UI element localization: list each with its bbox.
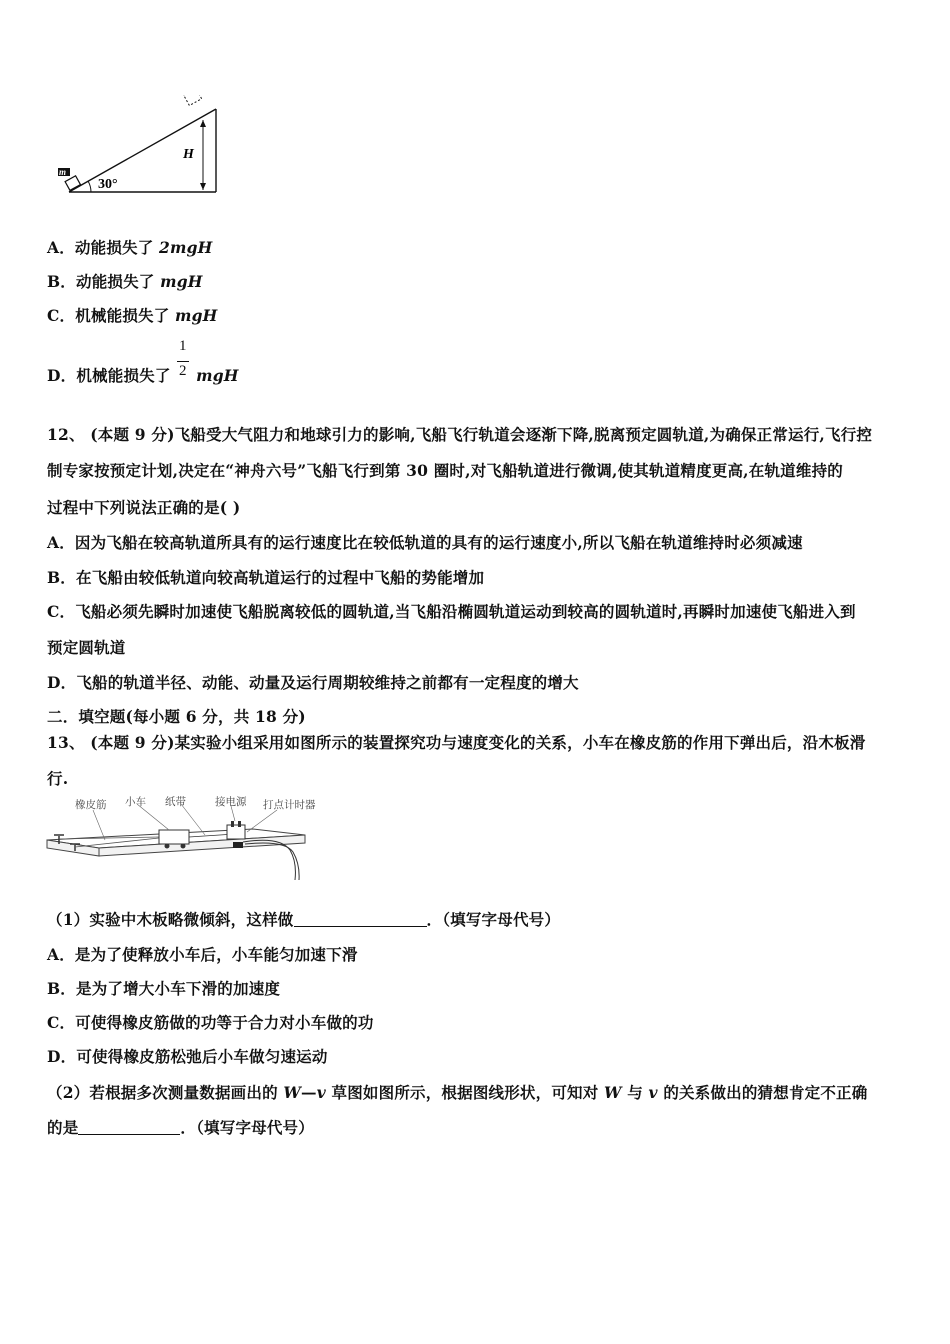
apparatus-figure [45,792,335,882]
incline-figure [55,95,230,200]
timer-label: 打点计时器 [263,800,316,811]
q11-option-c: C．机械能损失了 mgH [47,306,218,325]
q12-option-b: B．在飞船由较低轨道向较高轨道运行的过程中飞船的势能增加 [47,568,485,587]
q12-option-c-line2: 预定圆轨道 [47,638,126,657]
mass-label: m [59,167,67,177]
q13-part1: （1）实验中木板略微倾斜，这样做 ．（填写字母代号） [47,910,561,929]
answer-blank-2[interactable] [78,1120,180,1135]
rubber-band-label: 橡皮筋 [75,800,107,811]
q13-option-a: A．是为了使释放小车后，小车能匀加速下滑 [47,945,358,964]
cart-label: 小车 [125,797,146,808]
fraction-denominator: 2 [179,363,187,379]
q12-option-a: A．因为飞船在较高轨道所具有的运行速度比在较低轨道的具有的运行速度小,所以飞船在轨道维持时必须减速 [47,533,803,552]
q12-stem-line1: 12、 (本题 9 分)飞船受大气阻力和地球引力的影响,飞船飞行轨道会逐渐下降,脱离预定圆轨道,为确保正常运行,飞行控 [47,425,873,444]
answer-blank-1[interactable] [294,912,427,927]
q13-option-b: B．是为了增大小车下滑的加速度 [47,979,281,998]
q12-stem-line3: 过程中下列说法正确的是( ) [47,498,241,517]
angle-label: 30° [98,177,118,192]
q13-stem-line1: 13、 (本题 9 分)某实验小组采用如图所示的装置探究功与速度变化的关系，小车在橡皮筋的作用下弹出后，沿木板滑 [47,733,866,752]
q11-option-d: D．机械能损失了 mgH [47,366,239,385]
q13-option-d: D．可使得橡皮筋松弛后小车做匀速运动 [47,1047,328,1066]
q13-part2-line1: （2）若根据多次测量数据画出的 W—v 草图如图所示，根据图线形状，可知对 W 与 v 的关系做出的猜想肯定不正确 [47,1083,868,1102]
q13-part2-line2: 的是 ．（填写字母代号） [47,1118,314,1137]
section-heading: 二．填空题(每小题 6 分，共 18 分) [47,707,306,726]
q12-option-c-line1: C．飞船必须先瞬时加速使飞船脱离较低的圆轨道,当飞船沿椭圆轨道运动到较高的圆轨道时,再瞬时加速使飞船进入到 [47,602,856,621]
fraction-bar [177,361,189,362]
height-label: H [183,147,194,162]
q13-option-c: C．可使得橡皮筋做的功等于合力对小车做的功 [47,1013,374,1032]
power-label: 接电源 [215,797,247,808]
q13-stem-line2: 行. [47,769,69,788]
fraction-numerator: 1 [179,338,187,354]
q12-stem-line2: 制专家按预定计划,决定在“神舟六号”飞船飞行到第 30 圈时,对飞船轨道进行微调,使其轨道精度更高,在轨道维持的 [47,461,843,480]
tape-label: 纸带 [165,797,186,808]
q12-option-d: D．飞船的轨道半径、动能、动量及运行周期较维持之前都有一定程度的增大 [47,673,579,692]
q11-option-a: A．动能损失了 2mgH [47,238,213,257]
q11-option-b: B．动能损失了 mgH [47,272,203,291]
